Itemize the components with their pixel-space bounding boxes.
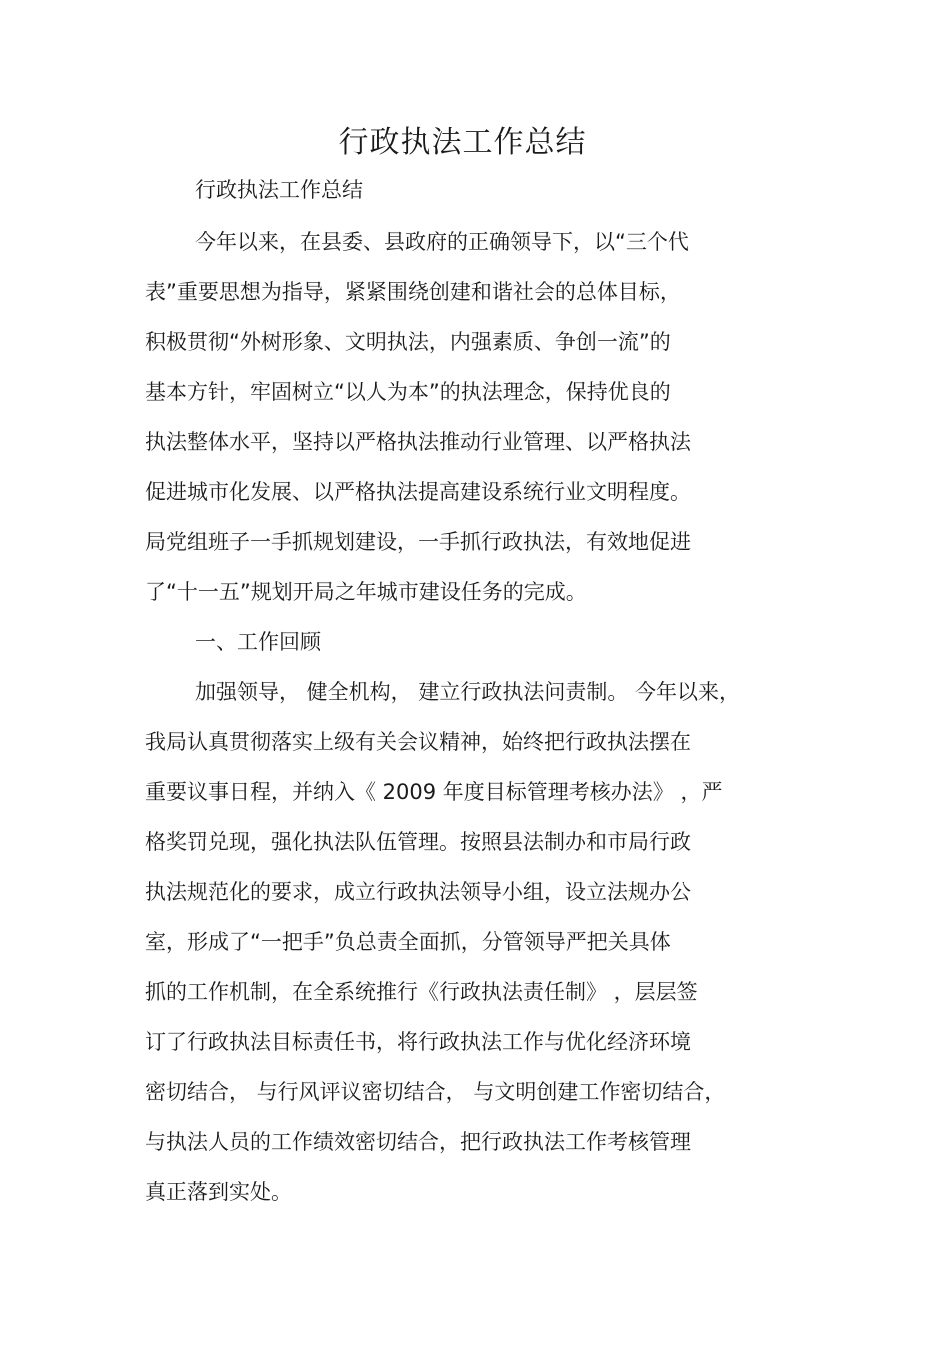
paragraph-line: 室，形成了“一把手”负总责全面抓，分管领导严把关具体 <box>145 930 671 954</box>
paragraph-line: 我局认真贯彻落实上级有关会议精神，始终把行政执法摆在 <box>145 730 691 754</box>
paragraph-line: 基本方针，牢固树立“以人为本”的执法理念，保持优良的 <box>145 380 671 404</box>
paragraph-line: 真正落到实处。 <box>145 1180 292 1204</box>
paragraph-line: 今年以来，在县委、县政府的正确领导下，以“三个代 <box>195 230 689 254</box>
section-heading: 一、工作回顾 <box>195 630 321 654</box>
paragraph-line: 执法规范化的要求，成立行政执法领导小组，设立法规办公 <box>145 880 691 904</box>
paragraph-line: 加强领导， 健全机构， 建立行政执法问责制。 今年以来， <box>195 680 741 704</box>
paragraph-line: 重要议事日程，并纳入《 2009 年度目标管理考核办法》 ，严 <box>145 780 723 804</box>
paragraph-line: 订了行政执法目标责任书，将行政执法工作与优化经济环境 <box>145 1030 691 1054</box>
paragraph-line: 积极贯彻“外树形象、文明执法，内强素质、争创一流”的 <box>145 330 671 354</box>
paragraph-line: 了“十一五”规划开局之年城市建设任务的完成。 <box>145 580 587 604</box>
paragraph-line: 局党组班子一手抓规划建设，一手抓行政执法，有效地促进 <box>145 530 691 554</box>
document-subtitle: 行政执法工作总结 <box>195 178 363 202</box>
paragraph-line: 密切结合， 与行风评议密切结合， 与文明创建工作密切结合， <box>145 1080 726 1104</box>
paragraph-line: 与执法人员的工作绩效密切结合，把行政执法工作考核管理 <box>145 1130 691 1154</box>
paragraph-line: 促进城市化发展、以严格执法提高建设系统行业文明程度。 <box>145 480 691 504</box>
paragraph-line: 表”重要思想为指导，紧紧围绕创建和谐社会的总体目标， <box>145 280 681 304</box>
paragraph-line: 格奖罚兑现，强化执法队伍管理。按照县法制办和市局行政 <box>145 830 691 854</box>
paragraph-line: 执法整体水平，坚持以严格执法推动行业管理、以严格执法 <box>145 430 691 454</box>
paragraph-line: 抓的工作机制，在全系统推行《行政执法责任制》 ，层层签 <box>145 980 698 1004</box>
document-title: 行政执法工作总结 <box>338 125 587 160</box>
